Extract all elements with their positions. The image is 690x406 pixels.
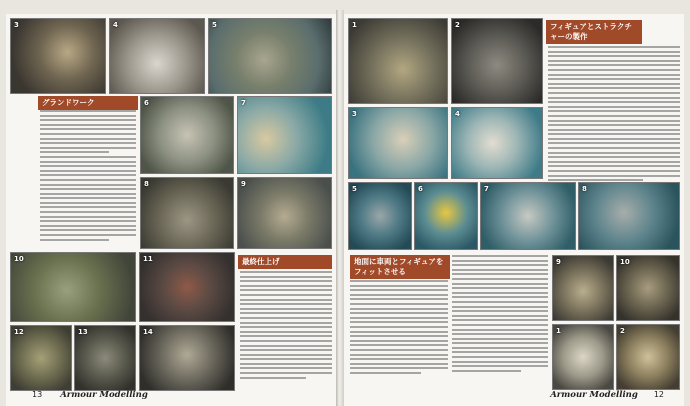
magazine-name: Armour Modelling (60, 390, 148, 400)
photo (10, 252, 136, 322)
photo-number: 14 (143, 328, 153, 336)
body-text-column (548, 46, 680, 186)
photo-number: 1 (352, 21, 357, 29)
photo (139, 325, 235, 391)
body-text-column (40, 110, 136, 246)
photo (208, 18, 332, 94)
page-number: 13 (32, 390, 43, 399)
photo-number: 5 (352, 185, 357, 193)
photo-number: 2 (455, 21, 460, 29)
photo-number: 12 (14, 328, 24, 336)
photo (109, 18, 205, 94)
photo-number: 3 (14, 21, 19, 29)
photo-number: 6 (418, 185, 423, 193)
photo (348, 107, 448, 179)
left-page (6, 14, 336, 406)
photo-number: 3 (352, 110, 357, 118)
photo-number: 1 (556, 327, 561, 335)
photo (348, 18, 448, 104)
photo (237, 96, 332, 174)
body-text-column (452, 255, 548, 388)
photo-number: 10 (620, 258, 630, 266)
photo-number: 5 (212, 21, 217, 29)
photo (616, 324, 680, 390)
photo-number: 7 (484, 185, 489, 193)
photo (578, 182, 680, 250)
photo (140, 177, 234, 249)
photo (414, 182, 478, 250)
photo-number: 9 (556, 258, 561, 266)
section-heading: フィギュアとストラクチャーの製作 (546, 20, 642, 44)
page-number: 12 (653, 390, 664, 399)
section-heading: 地面に車両とフィギュアをフィットさせる (350, 255, 450, 279)
page-footer (32, 390, 148, 400)
photo (140, 96, 234, 174)
photo-number: 7 (241, 99, 246, 107)
photo-number: 6 (144, 99, 149, 107)
photo-number: 10 (14, 255, 24, 263)
photo (552, 324, 614, 390)
photo-number: 4 (455, 110, 460, 118)
photo (552, 255, 614, 321)
magazine-name: Armour Modelling (550, 390, 638, 400)
photo (451, 107, 543, 179)
photo-number: 13 (78, 328, 88, 336)
photo-number: 11 (143, 255, 153, 263)
photo-number: 8 (144, 180, 149, 188)
body-text-column (240, 271, 332, 387)
photo (10, 325, 72, 391)
photo-number: 8 (582, 185, 587, 193)
spread-gutter (336, 10, 344, 406)
body-text-column (350, 280, 448, 388)
photo-number: 9 (241, 180, 246, 188)
photo (480, 182, 576, 250)
photo (10, 18, 106, 94)
section-heading: 最終仕上げ (238, 255, 332, 269)
right-page (344, 14, 684, 406)
photo (451, 18, 543, 104)
photo-number: 2 (620, 327, 625, 335)
photo (237, 177, 332, 249)
photo (139, 252, 235, 322)
photo (74, 325, 136, 391)
section-heading: グランドワーク (38, 96, 138, 110)
photo-number: 4 (113, 21, 118, 29)
page-footer (550, 390, 664, 400)
photo (348, 182, 412, 250)
photo (616, 255, 680, 321)
